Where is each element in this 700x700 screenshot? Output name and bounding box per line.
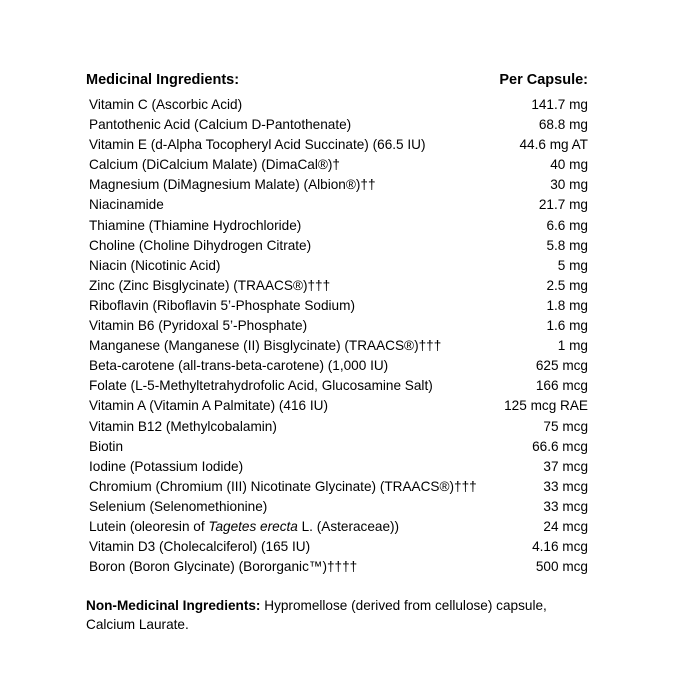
ingredient-amount: 141.7 mg <box>531 97 588 112</box>
ingredient-name: Folate (L-5-Methyltetrahydrofolic Acid, Glucosamine Salt) <box>89 378 433 394</box>
table-row <box>86 256 588 276</box>
table-row <box>86 396 588 416</box>
non-medicinal-ingredients <box>86 596 586 634</box>
table-row <box>86 316 588 336</box>
ingredient-amount: 500 mcg <box>535 559 588 575</box>
header-per-capsule: Per Capsule: <box>499 72 588 88</box>
ingredient-name: Lutein (oleoresin of Tagetes erecta L. (Asteraceae)) <box>89 518 400 534</box>
table-row <box>86 356 588 376</box>
ingredient-name: Vitamin D3 (Cholecalciferol) (165 IU) <box>89 539 311 555</box>
ingredient-amount: 2.5 mg <box>546 277 588 293</box>
ingredient-amount: 125 mcg RAE <box>504 398 588 414</box>
ingredient-name: Riboflavin (Riboflavin 5’-Phosphate Sodium) <box>89 297 355 313</box>
ingredient-amount: 166 mcg <box>535 378 588 394</box>
ingredient-amount: 6.6 mg <box>546 217 588 233</box>
table-row <box>86 457 588 477</box>
table-row <box>86 216 588 236</box>
ingredient-amount: 625 mcg <box>535 358 588 374</box>
table-row <box>86 417 588 437</box>
ingredient-amount: 37 mcg <box>543 458 588 474</box>
table-row <box>86 517 588 537</box>
ingredient-name: Pantothenic Acid (Calcium D-Pantothenate) <box>89 117 352 133</box>
table-row <box>86 276 588 296</box>
ingredient-amount: 1.8 mg <box>546 297 588 313</box>
ingredient-amount: 4.16 mcg <box>532 539 588 555</box>
ingredient-amount: 1 mg <box>557 338 588 354</box>
ingredient-amount: 66.6 mcg <box>532 438 588 454</box>
ingredient-amount: 33 mcg <box>543 478 588 494</box>
non-medicinal-label: Non-Medicinal Ingredients: <box>86 598 261 614</box>
table-row <box>86 115 588 135</box>
ingredient-name: Manganese (Manganese (II) Bisglycinate) (TRAACS®)††† <box>89 338 442 354</box>
ingredient-name: Vitamin A (Vitamin A Palmitate) (416 IU) <box>89 398 329 414</box>
table-row <box>86 135 588 155</box>
ingredient-name: Vitamin B12 (Methylcobalamin) <box>89 418 277 434</box>
ingredient-amount: 21.7 mg <box>538 197 588 213</box>
ingredient-name: Niacinamide <box>89 197 164 213</box>
ingredient-name: Zinc (Zinc Bisglycinate) (TRAACS®)††† <box>89 277 331 293</box>
table-row <box>86 376 588 396</box>
header-medicinal-ingredients: Medicinal Ingredients: <box>86 72 240 88</box>
ingredients-table-body <box>86 95 588 577</box>
table-row <box>86 236 588 256</box>
ingredient-name: Vitamin C (Ascorbic Acid) <box>89 97 243 112</box>
table-row <box>86 437 588 457</box>
ingredient-amount: 40 mg <box>550 157 588 173</box>
ingredient-name: Thiamine (Thiamine Hydrochloride) <box>89 217 302 233</box>
ingredient-name: Calcium (DiCalcium Malate) (DimaCal®)† <box>89 157 340 173</box>
ingredient-name: Vitamin B6 (Pyridoxal 5’-Phosphate) <box>89 318 308 334</box>
table-row <box>86 477 588 497</box>
supplement-facts-panel <box>86 72 588 634</box>
ingredient-name: Niacin (Nicotinic Acid) <box>89 257 221 273</box>
ingredients-table <box>86 95 588 577</box>
ingredient-name-italic: Tagetes erecta <box>208 518 298 534</box>
ingredient-name: Iodine (Potassium Iodide) <box>89 458 244 474</box>
table-row <box>86 537 588 557</box>
ingredient-amount: 33 mcg <box>543 498 588 514</box>
ingredient-amount: 75 mcg <box>543 418 588 434</box>
ingredient-amount: 1.6 mg <box>546 318 588 334</box>
ingredient-name: Biotin <box>89 438 124 454</box>
ingredient-name: Chromium (Chromium (III) Nicotinate Glycinate) (TRAACS®)††† <box>89 478 477 494</box>
table-row <box>86 175 588 195</box>
ingredient-name: Magnesium (DiMagnesium Malate) (Albion®)†† <box>89 177 376 193</box>
table-row <box>86 195 588 215</box>
table-row <box>86 557 588 577</box>
table-row <box>86 497 588 517</box>
table-row <box>86 336 588 356</box>
ingredient-name: Beta-carotene (all-trans-beta-carotene) (1,000 IU) <box>89 358 389 374</box>
ingredient-amount: 24 mcg <box>543 518 588 534</box>
ingredient-amount: 30 mg <box>550 177 588 193</box>
non-medicinal-text: Hypromellose (derived from cellulose) capsule, Calcium Laurate. <box>86 598 547 633</box>
table-row <box>86 95 588 115</box>
ingredient-amount: 44.6 mg AT <box>519 137 588 153</box>
ingredient-name: Vitamin E (d-Alpha Tocopheryl Acid Succinate) (66.5 IU) <box>89 137 426 153</box>
table-header <box>86 72 588 88</box>
ingredient-amount: 5.8 mg <box>546 237 588 253</box>
table-row <box>86 155 588 175</box>
ingredient-name: Selenium (Selenomethionine) <box>89 498 268 514</box>
ingredient-name: Boron (Boron Glycinate) (Bororganic™)†††† <box>89 559 358 575</box>
ingredient-amount: 68.8 mg <box>538 117 588 133</box>
ingredient-amount: 5 mg <box>557 257 588 273</box>
ingredient-name: Choline (Choline Dihydrogen Citrate) <box>89 237 312 253</box>
table-row <box>86 296 588 316</box>
